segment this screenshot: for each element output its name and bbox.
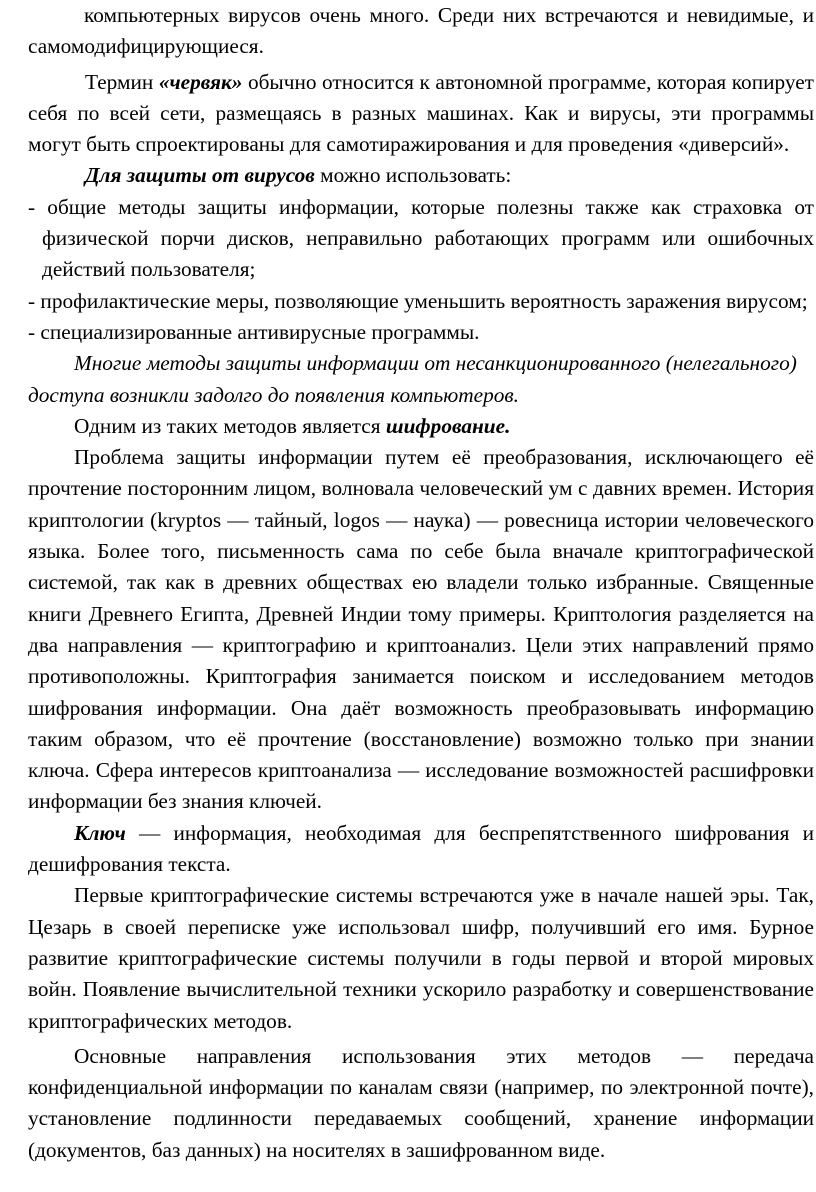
paragraph-main-directions <box>28 1041 814 1166</box>
document-page <box>28 0 814 1166</box>
list-item: - профилактические меры, позволяющие уменьшить вероятность заражения вирусом; <box>28 288 808 313</box>
paragraph-viruses-continued <box>28 0 814 63</box>
text-fragment: можно использовать: <box>314 163 512 188</box>
text-fragment: Термин <box>85 69 159 94</box>
term-virus-protection: Для защиты от вирусов <box>85 163 315 188</box>
paragraph-text: Проблема защиты информации путем её преобразования, исключающего её прочтение посторонним лицом, волновала человеческий ум с давних времен. История криптологии (kryptos — тайный, logos — наука) — ровесница истории человеческого языка. Более того, письменность сама по себе была вначале криптографической системой, так как в древних обществах ею владели только избранные. Священные книги Древнего Египта, Древней Индии тому примеры. Криптология разделяется на два направления — криптографию и криптоанализ. Цели этих направлений прямо противоположны. Криптография занимается поиском и исследованием методов шифрования информации. Она даёт возможность преобразовывать информацию таким образом, что её прочтение (восстановление) возможно только при знании ключа. Сфера интересов криптоанализа — исследование возможностей расшифровки информации без знания ключей. <box>28 445 814 814</box>
paragraph-text: Первые криптографические системы встречаются уже в начале нашей эры. Так, Цезарь в своей переписке уже использовал шифр, получивший его имя. Бурное развитие криптографические системы получили в годы первой и второй мировых войн. Появление вычислительной техники ускорило разработку и совершенствование криптографических методов. <box>28 883 814 1033</box>
text-fragment: обычно относится к автономной программе, которая копирует себя по всей сети, размещаясь в разных машинах. Как и вирусы, эти программы могут быть спроектированы для самотиражирования и для проведения «диверсий». <box>28 69 814 157</box>
term-encryption: шифрование. <box>385 413 511 438</box>
protection-methods-list <box>28 192 814 348</box>
paragraph-virus-protection <box>28 160 814 191</box>
paragraph-protection-history <box>28 348 814 411</box>
list-item: - общие методы защиты информации, которые полезны также как страховка от физической порчи дисков, неправильно работающих программ или ошибочных действий пользователя; <box>28 194 814 282</box>
paragraph-first-systems <box>28 880 814 1036</box>
paragraph-encryption <box>28 411 814 442</box>
paragraph-key <box>28 818 814 881</box>
term-worm: «червяк» <box>158 69 243 94</box>
list-item: - специализированные антивирусные программы. <box>28 319 480 344</box>
text-fragment: — информация, необходимая для беспрепятственного шифрования и дешифрования текста. <box>28 820 814 877</box>
term-key: Ключ <box>74 820 126 845</box>
paragraph-text: компьютерных вирусов очень много. Среди них встречаются и невидимые, и самомодифицирующиеся. <box>28 3 814 59</box>
paragraph-worm <box>28 67 814 161</box>
paragraph-text: Основные направления использования этих методов — передача конфиденциальной информации по каналам связи (например, по электронной почте), установление подлинности передаваемых сообщений, хранение информации (документов, баз данных) на носителях в зашифрованном виде. <box>28 1043 814 1162</box>
paragraph-text: Многие методы защиты информации от несанкционированного (нелегального) доступа возникли задолго до появления компьютеров. <box>28 351 797 407</box>
paragraph-cryptology <box>28 442 814 818</box>
text-fragment: Одним из таких методов является <box>74 413 386 438</box>
